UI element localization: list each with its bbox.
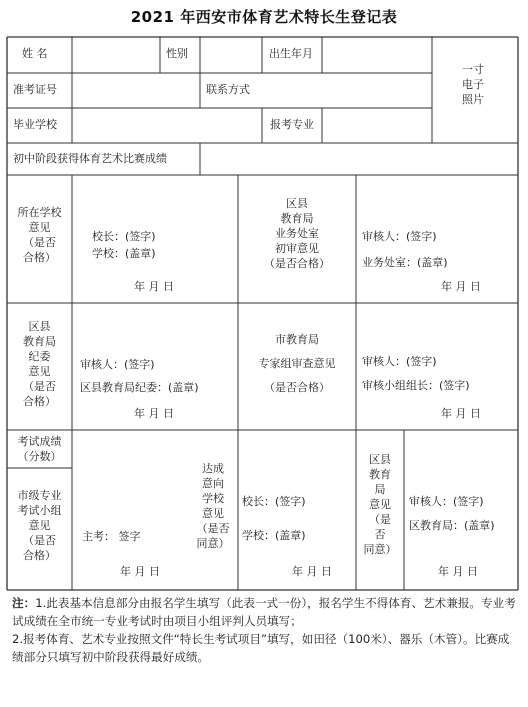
district-bureau-reviewer-sign: 审核人：(签字) (409, 495, 484, 508)
exam-number-field[interactable] (74, 75, 198, 106)
examiner-sign: 主考： 签字 (82, 530, 141, 543)
target-school-date: 年 月 日 (292, 565, 332, 578)
city-exam-group-label: 市级专业 考试小组 意见 （是否 合格） (17, 489, 62, 562)
group-leader-sign: 审核小组组长：(签字) (362, 379, 470, 392)
achievements-field[interactable] (202, 145, 516, 173)
name-field[interactable] (74, 39, 158, 71)
gender-field[interactable] (202, 39, 260, 71)
city-exam-date: 年 月 日 (120, 565, 160, 578)
district-initial-date: 年 月 日 (441, 280, 481, 293)
district-bureau-date: 年 月 日 (438, 565, 478, 578)
target-school-seal: 学校：(盖章) (242, 529, 306, 542)
specialty-field[interactable] (324, 110, 430, 141)
school-opinion-label: 所在学校 意见 （是否 合格） (17, 206, 62, 264)
birth-label: 出生年月 (269, 47, 313, 60)
exam-number-label: 准考证号 (13, 83, 57, 96)
discipline-reviewer-sign: 审核人：(签字) (80, 358, 155, 371)
birth-field[interactable] (324, 39, 430, 71)
school-opinion-date: 年 月 日 (134, 280, 174, 293)
city-reviewer-sign: 审核人：(签字) (362, 355, 437, 368)
school-seal: 学校：(盖章) (92, 247, 156, 260)
principal-sign: 校长：(签字) (92, 230, 156, 243)
form-title: 2021 年西安市体育艺术特长生登记表 (130, 8, 398, 26)
city-expert-date: 年 月 日 (441, 407, 481, 420)
target-school-opinion-label: 达成 意向 学校 意见 （是否 同意） (196, 462, 230, 550)
photo-placeholder[interactable]: 一寸 电子 照片 (462, 63, 484, 106)
specialty-label: 报考专业 (270, 118, 314, 131)
gender-label: 性别 (166, 47, 188, 60)
note-1 (12, 594, 518, 630)
note-label: 注： (12, 596, 36, 610)
district-opinion-label: 区县 教育 局 意见 （是 否 同意） (363, 453, 397, 556)
exam-score-label: 考试成绩 （分数） (17, 435, 62, 463)
discipline-date: 年 月 日 (134, 407, 174, 420)
target-principal-sign: 校长：(签字) (242, 495, 306, 508)
contact-label: 联系方式 (206, 83, 250, 96)
district-reviewer-sign: 审核人：(签字) (362, 230, 437, 243)
note-1-text: 1.此表基本信息部分由报名学生填写（此表一式一份），报名学生不得体育、艺术兼报。专业考试成绩在全市统一专业考试时由项目小组评判人员填写； (12, 596, 516, 628)
city-expert-review-label: 市教育局 专家组审查意见 （是否合格） (258, 333, 336, 394)
district-initial-review-label: 区县 教育局 业务处室 初审意见 （是否合格） (264, 197, 330, 270)
form-notes (12, 594, 518, 666)
contact-field[interactable] (264, 75, 430, 106)
discipline-seal: 区县教育局纪委：(盖章) (80, 381, 199, 394)
school-field[interactable] (74, 110, 260, 141)
discipline-opinion-label: 区县 教育局 纪委 意见 （是否 合格） (23, 320, 56, 408)
office-seal: 业务处室：(盖章) (362, 256, 448, 269)
name-label: 姓 名 (22, 47, 48, 60)
school-label: 毕业学校 (13, 118, 57, 131)
note-2: 2.报考体育、艺术专业按照文件“特长生考试项目”填写，如田径（100米）、器乐（木管）。比赛成绩部分只填写初中阶段获得最好成绩。 (12, 632, 510, 664)
achievements-label: 初中阶段获得体育艺术比赛成绩 (13, 152, 167, 165)
district-bureau-seal: 区教育局：(盖章) (409, 519, 495, 532)
